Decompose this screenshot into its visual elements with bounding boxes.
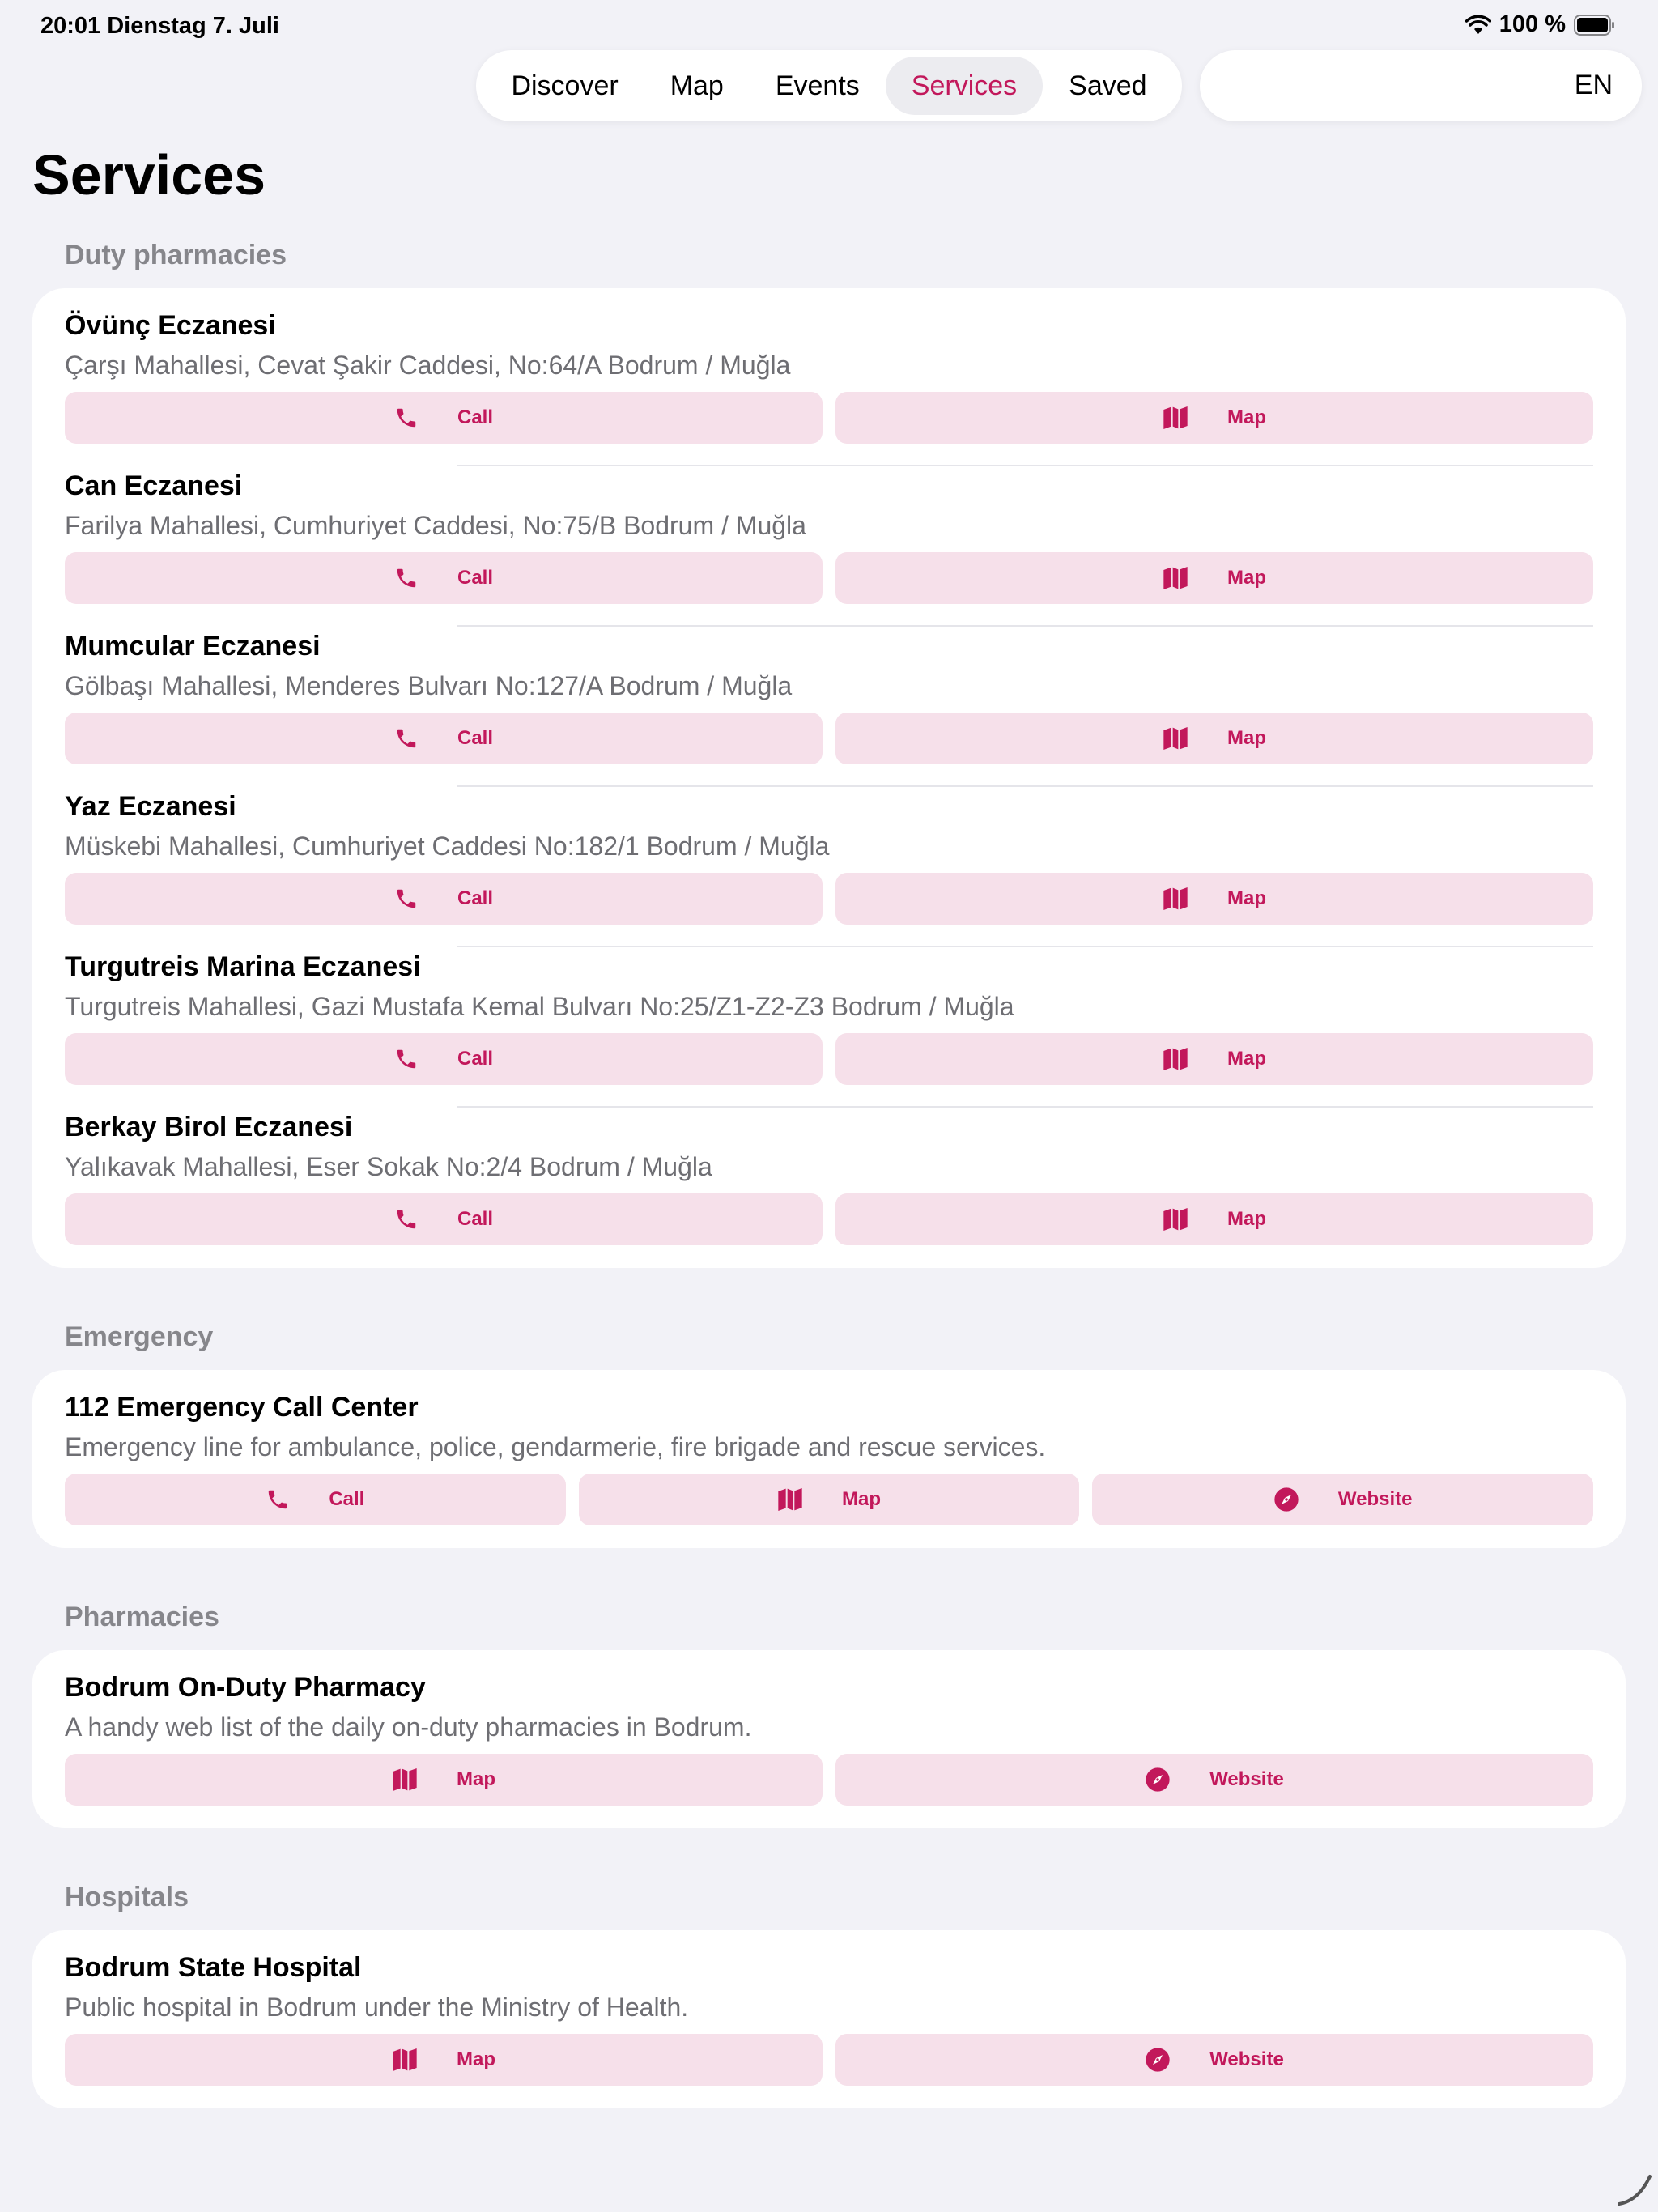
map-button[interactable] [835,1193,1593,1245]
map-icon [777,1487,803,1512]
phone-icon [394,566,419,590]
battery-percent: 100 % [1499,11,1566,37]
map-icon [1163,726,1188,751]
battery-icon [1574,15,1616,36]
service-description: Emergency line for ambulance, police, gendarmerie, fire brigade and rescue services. [65,1432,1046,1461]
call-button[interactable] [65,1474,566,1525]
call-button[interactable] [65,873,823,925]
language-selector[interactable] [1200,50,1642,121]
wifi-icon [1465,15,1491,36]
map-icon [1163,887,1188,911]
service-description: A handy web list of the daily on-duty pharmacies in Bodrum. [65,1712,752,1742]
map-button[interactable] [835,1033,1593,1085]
service-name: Bodrum State Hospital [65,1952,362,1983]
map-icon [1163,406,1188,430]
map-button[interactable] [835,392,1593,444]
map-label: Map [1227,1208,1266,1230]
pharmacy-name: Mumcular Eczanesi [65,631,321,661]
pharmacies-card [32,1650,1626,1828]
map-button[interactable] [835,713,1593,764]
pharmacy-name: Yaz Eczanesi [65,791,236,822]
map-button[interactable] [835,873,1593,925]
pharmacy-name: Can Eczanesi [65,470,243,501]
pharmacy-address: Turgutreis Mahallesi, Gazi Mustafa Kemal Bulvarı No:25/Z1-Z2-Z3 Bodrum / Muğla [65,992,1014,1021]
call-label: Call [457,1048,493,1070]
call-label: Call [457,567,493,589]
pharmacy-address: Gölbaşı Mahallesi, Menderes Bulvarı No:127/A Bodrum / Muğla [65,671,793,700]
call-button[interactable] [65,713,823,764]
map-button[interactable] [835,552,1593,604]
pharmacy-name: Övünç Eczanesi [65,310,276,341]
list-item [65,787,1593,925]
tab-saved[interactable]: Saved [1069,70,1147,101]
pharmacy-address: Yalıkavak Mahallesi, Eser Sokak No:2/4 Bodrum / Muğla [65,1152,712,1181]
map-label: Map [1227,1048,1266,1070]
website-button[interactable] [1092,1474,1593,1525]
website-label: Website [1337,1488,1413,1510]
call-label: Call [457,406,493,428]
call-button[interactable] [65,1193,823,1245]
section-header-duty-pharmacies: Duty pharmacies [65,240,287,270]
map-label: Map [1227,567,1266,589]
service-name: Bodrum On-Duty Pharmacy [65,1672,426,1703]
call-button[interactable] [65,392,823,444]
website-button[interactable] [835,1754,1593,1806]
top-tab-bar [476,50,1182,121]
pharmacy-name: Berkay Birol Eczanesi [65,1112,353,1142]
phone-icon [394,406,419,430]
pharmacy-name: Turgutreis Marina Eczanesi [65,951,421,982]
phone-icon [394,1047,419,1071]
phone-icon [266,1487,290,1512]
website-label: Website [1209,2048,1284,2070]
call-label: Call [457,887,493,909]
emergency-card [32,1370,1626,1548]
map-label: Map [1227,727,1266,749]
call-label: Call [457,1208,493,1230]
phone-icon [394,726,419,751]
map-label: Map [457,1768,495,1790]
page-title: Services [32,143,266,206]
phone-icon [394,887,419,911]
section-header-emergency: Emergency [65,1321,214,1352]
compass-icon [1273,1487,1299,1512]
services-list [32,233,1626,2155]
list-item [65,1388,1593,1525]
pharmacy-address: Müskebi Mahallesi, Cumhuriyet Caddesi No:182/1 Bodrum / Muğla [65,832,830,861]
map-icon [392,1767,418,1792]
list-item [65,1668,1593,1806]
pharmacy-address: Çarşı Mahallesi, Cevat Şakir Caddesi, No:64/A Bodrum / Muğla [65,351,791,380]
website-button[interactable] [835,2034,1593,2086]
tab-discover[interactable]: Discover [511,70,619,101]
phone-icon [394,1207,419,1231]
map-icon [1163,566,1188,590]
pharmacy-address: Farilya Mahallesi, Cumhuriyet Caddesi, No:75/B Bodrum / Muğla [65,511,806,540]
duty-pharmacies-card [32,288,1626,1268]
section-header-hospitals: Hospitals [65,1882,189,1912]
map-label: Map [1227,406,1266,428]
map-button[interactable] [579,1474,1080,1525]
list-item [65,1948,1593,2086]
website-label: Website [1209,1768,1284,1790]
map-label: Map [457,2048,495,2070]
map-button[interactable] [65,2034,823,2086]
tab-events[interactable]: Events [775,70,860,101]
language-label: EN [1574,70,1613,100]
list-item [65,1108,1593,1245]
call-label: Call [457,727,493,749]
list-item [65,627,1593,764]
compass-icon [1145,2047,1171,2073]
map-label: Map [1227,887,1266,909]
call-label: Call [329,1488,365,1510]
map-icon [1163,1207,1188,1231]
tab-services[interactable]: Services [886,57,1043,115]
list-item [65,306,1593,444]
compass-icon [1145,1767,1171,1793]
map-label: Map [842,1488,881,1510]
map-button[interactable] [65,1754,823,1806]
status-indicators [1465,11,1616,38]
status-bar [0,0,1658,52]
section-header-pharmacies: Pharmacies [65,1602,219,1632]
list-item [65,947,1593,1085]
map-icon [1163,1047,1188,1071]
map-icon [392,2048,418,2072]
service-description: Public hospital in Bodrum under the Ministry of Health. [65,1993,689,2022]
call-button[interactable] [65,1033,823,1085]
service-name: 112 Emergency Call Center [65,1392,419,1423]
list-item [65,466,1593,604]
hospitals-card [32,1930,1626,2108]
call-button[interactable] [65,552,823,604]
tab-map[interactable]: Map [670,70,724,101]
status-time-date: 20:01 Dienstag 7. Juli [40,13,279,39]
resize-handle-icon[interactable] [1614,2168,1655,2209]
